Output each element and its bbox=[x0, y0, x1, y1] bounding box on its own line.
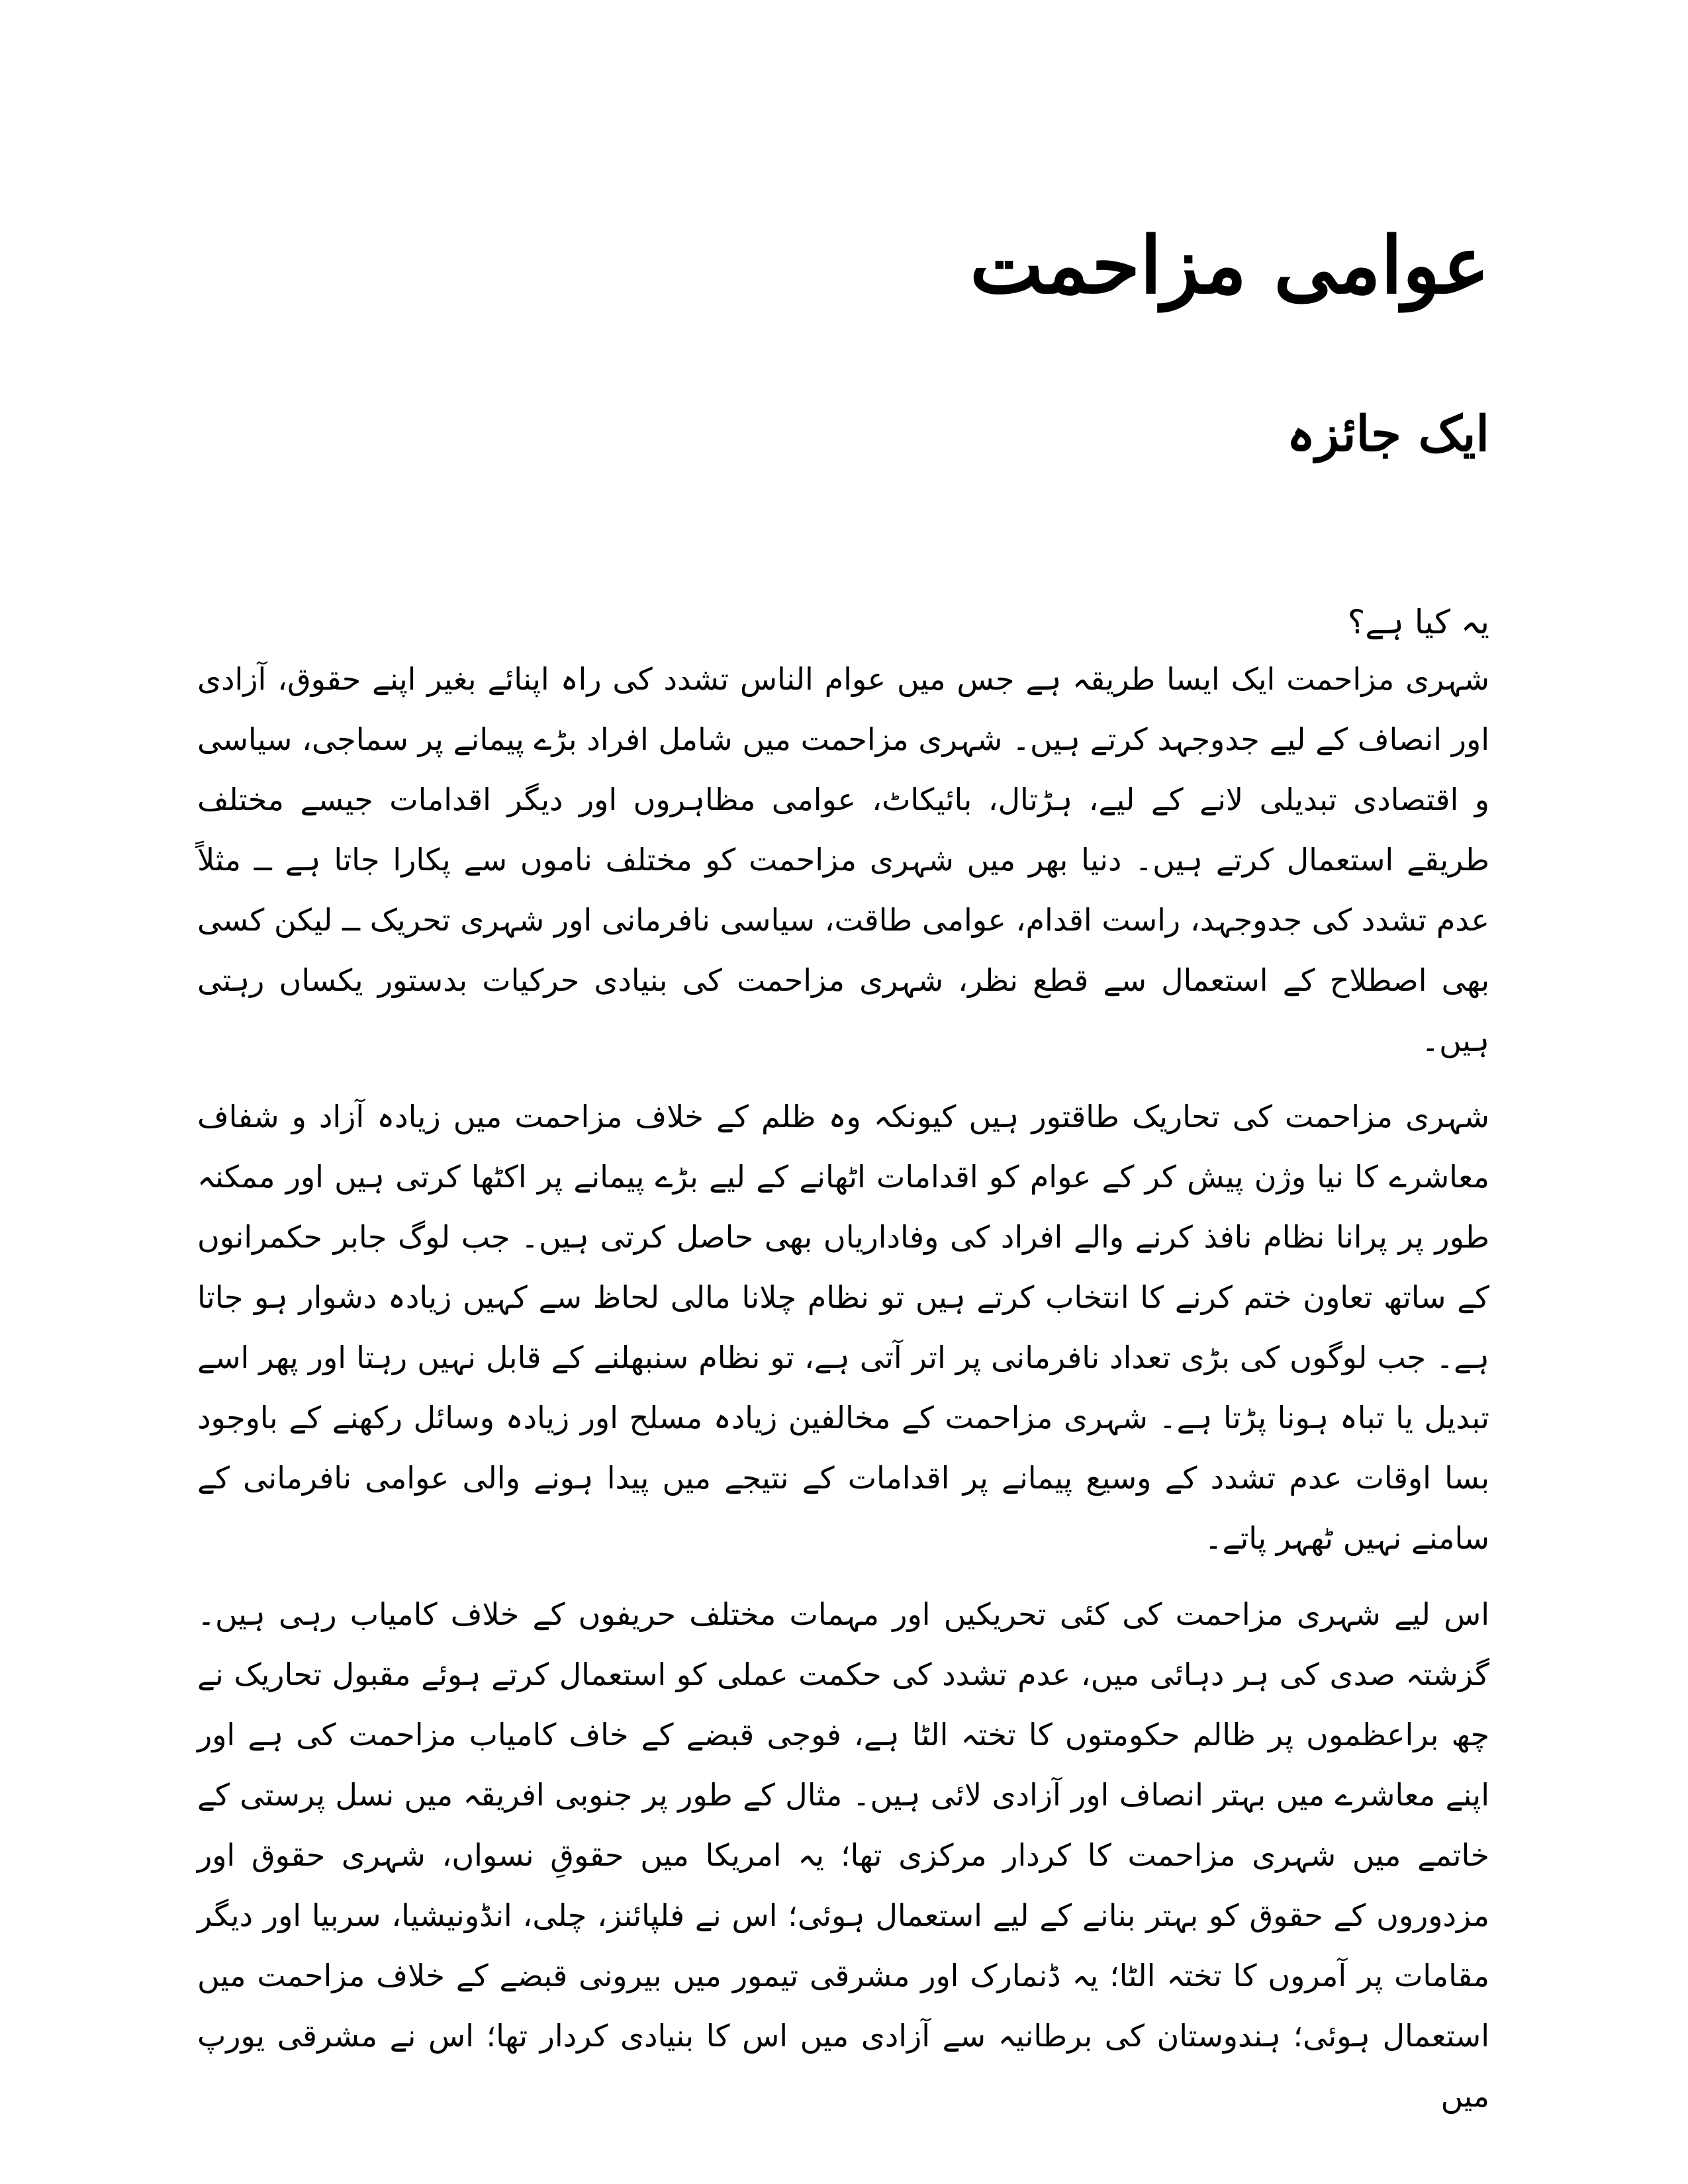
paragraph-2: شہری مزاحمت کی تحاریک طاقتور ہیں کیونکہ وہ ظلم کے خلاف مزاحمت میں زیادہ آزاد و شفاف معاشرے کا نیا وژن پیش کر کے عوام کو اقدامات اٹھانے کے لیے بڑے پیمانے پر اکٹھا کرتی ہیں اور ممکنہ طور پر پرانا نظام نافذ کرنے والے افراد کی وفاداریاں بھی حاصل کرتی ہیں۔ جب لوگ جابر حکمرانوں کے ساتھ تعاون ختم کرنے کا انتخاب کرتے ہیں تو نظام چلانا مالی لحاظ سے کہیں زیادہ دشوار ہو جاتا ہے۔ جب لوگوں کی بڑی تعداد نافرمانی پر اتر آتی ہے، تو نظام سنبھلنے کے قابل نہیں رہتا اور پھر اسے تبدیل یا تباہ ہونا پڑتا ہے۔ شہری مزاحمت کے مخالفین زیادہ مسلح اور زیادہ وسائل رکھنے کے باوجود بسا اوقات عدم تشدد کے وسیع پیمانے پر اقدامات کے نتیجے میں پیدا ہونے والی عوامی نافرمانی کے سامنے نہیں ٹھہر پاتے۔ bbox=[197, 1099, 1489, 1556]
page-subtitle: ایک جائزہ bbox=[1286, 406, 1489, 463]
paragraph-3: اس لیے شہری مزاحمت کی کئی تحریکیں اور مہمات مختلف حریفوں کے خلاف کامیاب رہی ہیں۔ گزشتہ صدی کی ہر دہائی میں، عدم تشدد کی حکمت عملی کو استعمال کرتے ہوئے مقبول تحاریک نے چھ براعظموں پر ظالم حکومتوں کا تختہ الٹا ہے، فوجی قبضے کے خاف کامیاب مزاحمت کی ہے اور اپنے معاشرے میں بہتر انصاف اور آزادی لائی ہیں۔ مثال کے طور پر جنوبی افریقہ میں نسل پرستی کے خاتمے میں شہری مزاحمت کا کردار مرکزی تھا؛ یہ امریکا میں حقوقِ نسواں، شہری حقوق اور مزدوروں کے حقوق کو بہتر بنانے کے لیے استعمال ہوئی؛ اس نے فلپائنز، چلی، انڈونیشیا، سربیا اور دیگر مقامات پر آمروں کا تختہ الٹا؛ یہ ڈنمارک اور مشرقی تیمور میں بیرونی قبضے کے خلاف مزاحمت میں استعمال ہوئی؛ ہندوستان کی برطانیہ سے آزادی میں اس کا بنیادی کردار تھا؛ اس نے مشرقی یورپ میں bbox=[197, 1596, 1489, 2114]
page-title: عوامی مزاحمت bbox=[970, 219, 1489, 311]
document-body bbox=[197, 599, 1489, 2142]
section-heading: یہ کیا ہے؟ bbox=[1347, 603, 1489, 641]
paragraph-1: شہری مزاحمت ایک ایسا طریقہ ہے جس میں عوام الناس تشدد کی راہ اپنائے بغیر اپنے حقوق، آزادی اور انصاف کے لیے جدوجہد کرتے ہیں۔ شہری مزاحمت میں شامل افراد بڑے پیمانے پر سماجی، سیاسی و اقتصادی تبدیلی لانے کے لیے، ہڑتال، بائیکاٹ، عوامی مظاہروں اور دیگر اقدامات جیسے مختلف طریقے استعمال کرتے ہیں۔ دنیا بھر میں شہری مزاحمت کو مختلف ناموں سے پکارا جاتا ہے ــ مثلاً عدم تشدد کی جدوجہد، راست اقدام، عوامی طاقت، سیاسی نافرمانی اور شہری تحریک ــ لیکن کسی بھی اصطلاح کے استعمال سے قطع نظر، شہری مزاحمت کی بنیادی حرکیات بدستور یکساں رہتی ہیں۔ bbox=[197, 661, 1489, 1058]
